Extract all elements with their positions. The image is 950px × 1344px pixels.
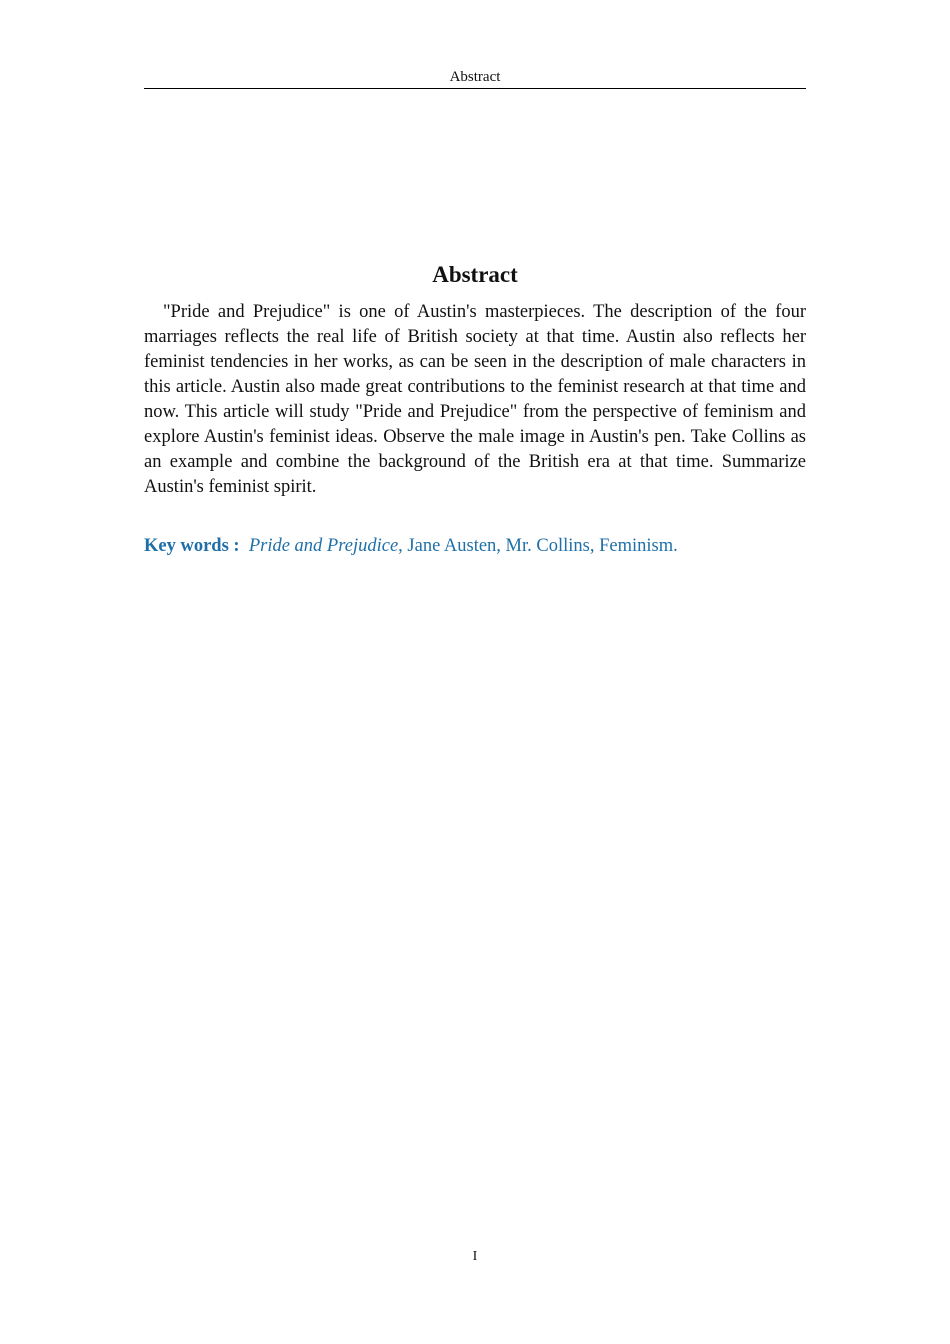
keywords-line	[144, 534, 806, 559]
keywords-rest: , Jane Austen, Mr. Collins, Feminism.	[398, 536, 678, 556]
abstract-body: "Pride and Prejudice" is one of Austin's masterpieces. The description of the four marriages reflects the real life of British society at that time. Austin also reflects her feminist tendencies in her works, as can be seen in the description of male characters in this article. Austin also made great contributions to the feminist research at that time and now. This article will study "Pride and Prejudice" from the perspective of feminism and explore Austin's feminist ideas. Observe the male image in Austin's pen. Take Collins as an example and combine the background of the British era at that time. Summarize Austin's feminist spirit.	[144, 302, 806, 497]
keyword-book-title: Pride and Prejudice	[248, 536, 399, 556]
running-header: Abstract	[449, 69, 501, 85]
page-number: I	[472, 1249, 478, 1264]
keywords-label: Key words :	[144, 536, 249, 556]
abstract-heading: Abstract	[432, 262, 518, 287]
header-rule	[144, 88, 806, 89]
